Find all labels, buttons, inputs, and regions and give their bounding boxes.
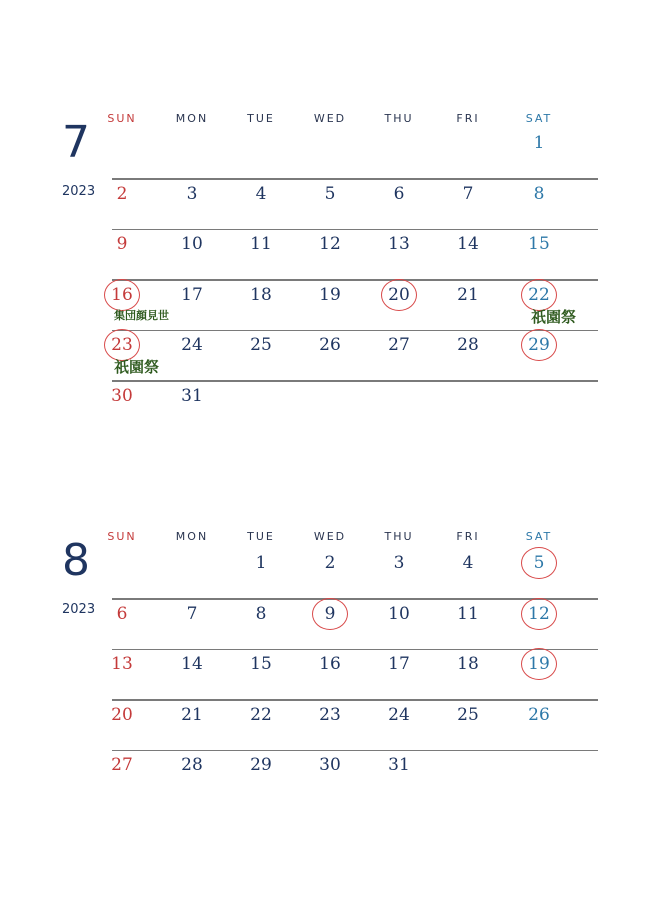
weekday-header-fri: FRI xyxy=(456,112,480,125)
day-cell-15[interactable]: 15 xyxy=(250,654,272,674)
weekday-header-mon: MON xyxy=(175,530,209,543)
day-cell-5[interactable]: 5 xyxy=(324,183,336,204)
weekday-header-sun: SUN xyxy=(107,530,137,543)
day-cell-8[interactable]: 8 xyxy=(255,603,267,624)
day-cell-24[interactable]: 24 xyxy=(181,335,203,355)
day-cell-11[interactable]: 11 xyxy=(250,234,272,254)
weekday-header-sat: SAT xyxy=(525,112,553,125)
highlight-circle xyxy=(381,279,417,311)
day-cell-3[interactable]: 3 xyxy=(186,183,198,204)
day-cell-18[interactable]: 18 xyxy=(457,654,479,674)
event-note: 集団顔見世 xyxy=(114,308,169,322)
weekday-header-thu: THU xyxy=(384,530,414,543)
highlight-circle xyxy=(521,598,557,630)
weekday-header-sun: SUN xyxy=(107,112,137,125)
weekday-header-wed: WED xyxy=(313,112,347,125)
event-note: 祇園祭 xyxy=(114,358,160,376)
day-cell-10[interactable]: 10 xyxy=(181,234,203,254)
day-cell-30[interactable]: 30 xyxy=(319,755,341,775)
day-cell-7[interactable]: 7 xyxy=(186,603,198,624)
day-cell-18[interactable]: 18 xyxy=(250,284,272,305)
day-cell-15[interactable]: 15 xyxy=(528,234,550,254)
day-cell-28[interactable]: 28 xyxy=(181,755,203,775)
day-cell-27[interactable]: 27 xyxy=(388,335,410,355)
day-cell-23[interactable]: 23 xyxy=(111,335,133,355)
month-number: 7 xyxy=(62,117,90,168)
weekday-header-tue: TUE xyxy=(247,530,275,543)
weekday-header-fri: FRI xyxy=(456,530,480,543)
day-cell-1[interactable]: 1 xyxy=(533,133,545,153)
day-cell-27[interactable]: 27 xyxy=(111,755,133,775)
weekday-header-tue: TUE xyxy=(247,112,275,125)
day-cell-3[interactable]: 3 xyxy=(393,553,405,573)
highlight-circle xyxy=(521,547,557,579)
day-cell-17[interactable]: 17 xyxy=(181,284,203,305)
day-cell-22[interactable]: 22 xyxy=(250,704,272,725)
day-cell-26[interactable]: 26 xyxy=(528,704,550,725)
day-cell-11[interactable]: 11 xyxy=(457,603,479,624)
day-cell-16[interactable]: 16 xyxy=(111,284,133,305)
day-cell-13[interactable]: 13 xyxy=(111,654,133,674)
day-cell-9[interactable]: 9 xyxy=(324,603,336,624)
day-cell-6[interactable]: 6 xyxy=(393,183,405,204)
day-cell-19[interactable]: 19 xyxy=(319,284,341,305)
day-cell-25[interactable]: 25 xyxy=(250,335,272,355)
day-cell-19[interactable]: 19 xyxy=(528,654,550,674)
day-cell-20[interactable]: 20 xyxy=(111,704,133,725)
highlight-circle xyxy=(521,648,557,680)
day-cell-12[interactable]: 12 xyxy=(319,234,341,254)
day-cell-20[interactable]: 20 xyxy=(388,284,410,305)
day-cell-29[interactable]: 29 xyxy=(528,335,550,355)
day-cell-28[interactable]: 28 xyxy=(457,335,479,355)
year-label: 2023 xyxy=(62,184,96,199)
day-cell-29[interactable]: 29 xyxy=(250,755,272,775)
day-cell-26[interactable]: 26 xyxy=(319,335,341,355)
weekday-header-mon: MON xyxy=(175,112,209,125)
day-cell-30[interactable]: 30 xyxy=(111,385,133,406)
day-cell-14[interactable]: 14 xyxy=(457,234,479,254)
day-cell-25[interactable]: 25 xyxy=(457,704,479,725)
day-cell-7[interactable]: 7 xyxy=(462,183,474,204)
day-cell-5[interactable]: 5 xyxy=(533,553,545,573)
highlight-circle xyxy=(104,279,140,311)
day-cell-24[interactable]: 24 xyxy=(388,704,410,725)
year-label: 2023 xyxy=(62,602,96,617)
day-cell-1[interactable]: 1 xyxy=(255,553,267,573)
highlight-circle xyxy=(521,279,557,311)
day-cell-6[interactable]: 6 xyxy=(116,603,128,624)
event-note: 祇園祭 xyxy=(531,307,577,326)
weekday-header-sat: SAT xyxy=(525,530,553,543)
day-cell-21[interactable]: 21 xyxy=(181,704,203,725)
weekday-header-wed: WED xyxy=(313,530,347,543)
day-cell-9[interactable]: 9 xyxy=(116,234,128,254)
day-cell-2[interactable]: 2 xyxy=(324,553,336,573)
day-cell-2[interactable]: 2 xyxy=(116,183,128,204)
day-cell-4[interactable]: 4 xyxy=(255,183,267,204)
day-cell-31[interactable]: 31 xyxy=(388,755,410,775)
day-cell-17[interactable]: 17 xyxy=(388,654,410,674)
day-cell-23[interactable]: 23 xyxy=(319,704,341,725)
highlight-circle xyxy=(521,329,557,361)
weekday-header-thu: THU xyxy=(384,112,414,125)
highlight-circle xyxy=(104,329,140,361)
day-cell-22[interactable]: 22 xyxy=(528,284,550,305)
day-cell-21[interactable]: 21 xyxy=(457,284,479,305)
month-number: 8 xyxy=(62,535,90,586)
day-cell-31[interactable]: 31 xyxy=(181,385,203,406)
day-cell-10[interactable]: 10 xyxy=(388,603,410,624)
day-cell-8[interactable]: 8 xyxy=(533,183,545,204)
day-cell-12[interactable]: 12 xyxy=(528,603,550,624)
day-cell-16[interactable]: 16 xyxy=(319,654,341,674)
day-cell-4[interactable]: 4 xyxy=(462,553,474,573)
day-cell-14[interactable]: 14 xyxy=(181,654,203,674)
highlight-circle xyxy=(312,598,348,630)
day-cell-13[interactable]: 13 xyxy=(388,234,410,254)
